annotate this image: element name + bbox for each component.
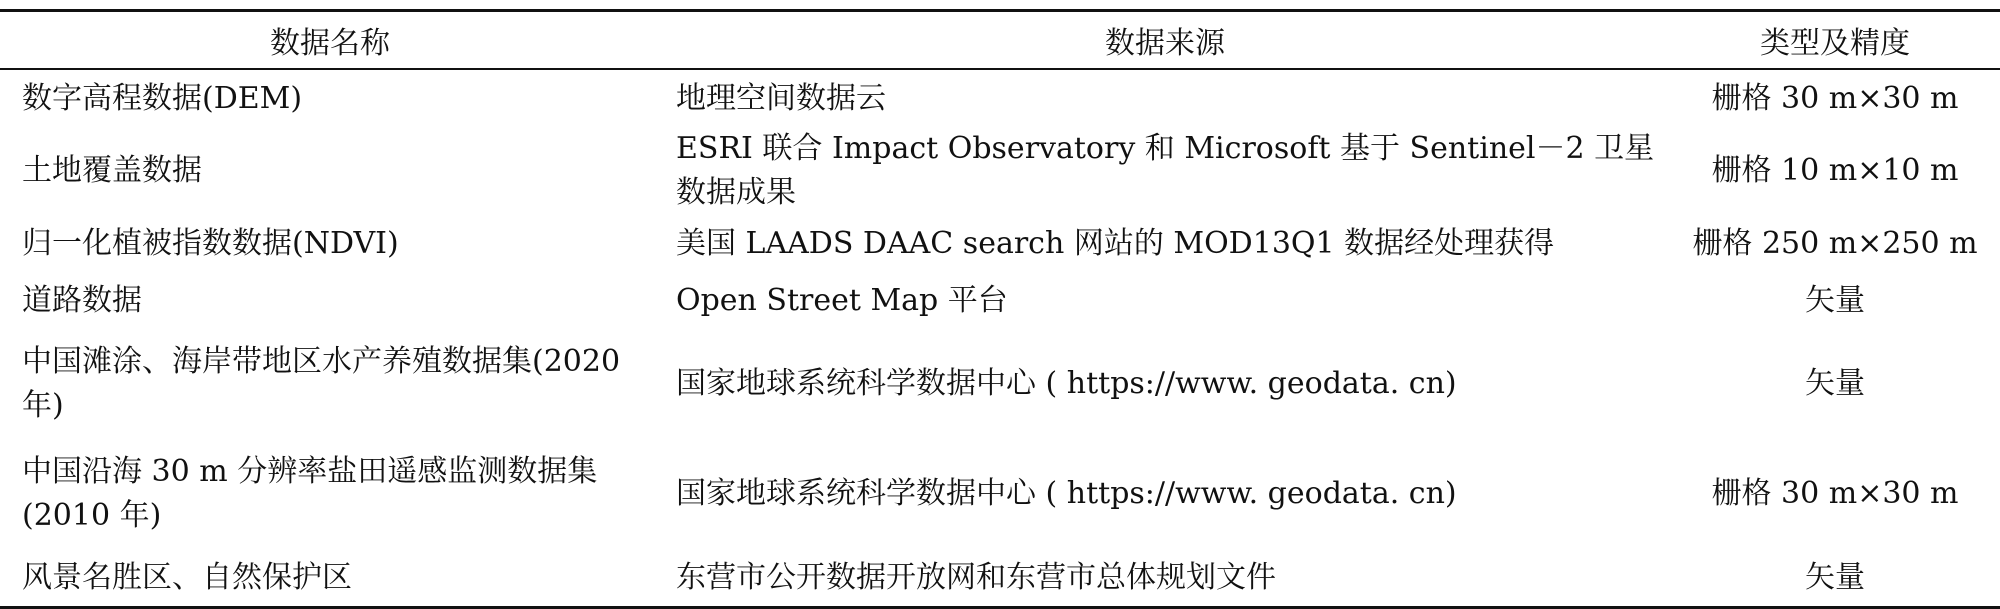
- cell-data-source: 国家地球系统科学数据中心 ( https://www. geodata. cn): [676, 366, 1457, 401]
- table-body: [0, 69, 2000, 608]
- cell-data-source: 东营市公开数据开放网和东营市总体规划文件: [676, 559, 1276, 595]
- data-source-table: [0, 9, 2000, 609]
- table-row: [0, 439, 2000, 549]
- cell-data-name: 数字高程数据(DEM): [22, 80, 303, 116]
- cell-data-source: Open Street Map 平台: [676, 282, 1008, 318]
- cell-data-name-text: 中国滩涂、海岸带地区水产养殖数据集(2020 年): [22, 344, 621, 423]
- table-row: [0, 215, 2000, 272]
- table-row: [0, 272, 2000, 329]
- header-row: [0, 11, 2000, 70]
- cell-data-name: 归一化植被指数数据(NDVI): [22, 225, 399, 261]
- data-source-table-container: [0, 9, 2000, 609]
- cell-type-precision: 矢量: [1805, 282, 1865, 318]
- cell-type-precision: 矢量: [1805, 559, 1865, 595]
- header-data-source: 数据来源: [1105, 26, 1225, 61]
- cell-data-name: [0, 439, 660, 549]
- cell-data-name: [0, 329, 660, 439]
- cell-data-name-text: 中国沿海 30 m 分辨率盐田遥感监测数据集(2010 年): [22, 454, 598, 533]
- cell-type-precision: 栅格 30 m×30 m: [1711, 476, 1959, 511]
- cell-type-precision: 矢量: [1805, 366, 1865, 401]
- cell-data-source: 国家地球系统科学数据中心 ( https://www. geodata. cn): [676, 476, 1457, 511]
- cell-data-name: 土地覆盖数据: [22, 153, 202, 188]
- table-row: [0, 127, 2000, 215]
- cell-type-precision: 栅格 250 m×250 m: [1692, 225, 1978, 261]
- cell-type-precision: 栅格 30 m×30 m: [1711, 80, 1959, 116]
- table-row: [0, 329, 2000, 439]
- table-row: [0, 69, 2000, 127]
- table-header: [0, 11, 2000, 70]
- cell-type-precision: 栅格 10 m×10 m: [1711, 153, 1959, 188]
- header-type-precision: 类型及精度: [1760, 26, 1910, 61]
- table-row: [0, 549, 2000, 608]
- cell-data-source: 地理空间数据云: [676, 80, 886, 116]
- cell-data-name: 道路数据: [22, 282, 142, 318]
- cell-data-source: 美国 LAADS DAAC search 网站的 MOD13Q1 数据经处理获得: [676, 225, 1555, 261]
- header-data-name: 数据名称: [270, 26, 390, 61]
- cell-data-source: ESRI 联合 Impact Observatory 和 Microsoft 基于 Sentinel－2 卫星数据成果: [676, 131, 1655, 210]
- cell-data-name: 风景名胜区、自然保护区: [22, 559, 352, 595]
